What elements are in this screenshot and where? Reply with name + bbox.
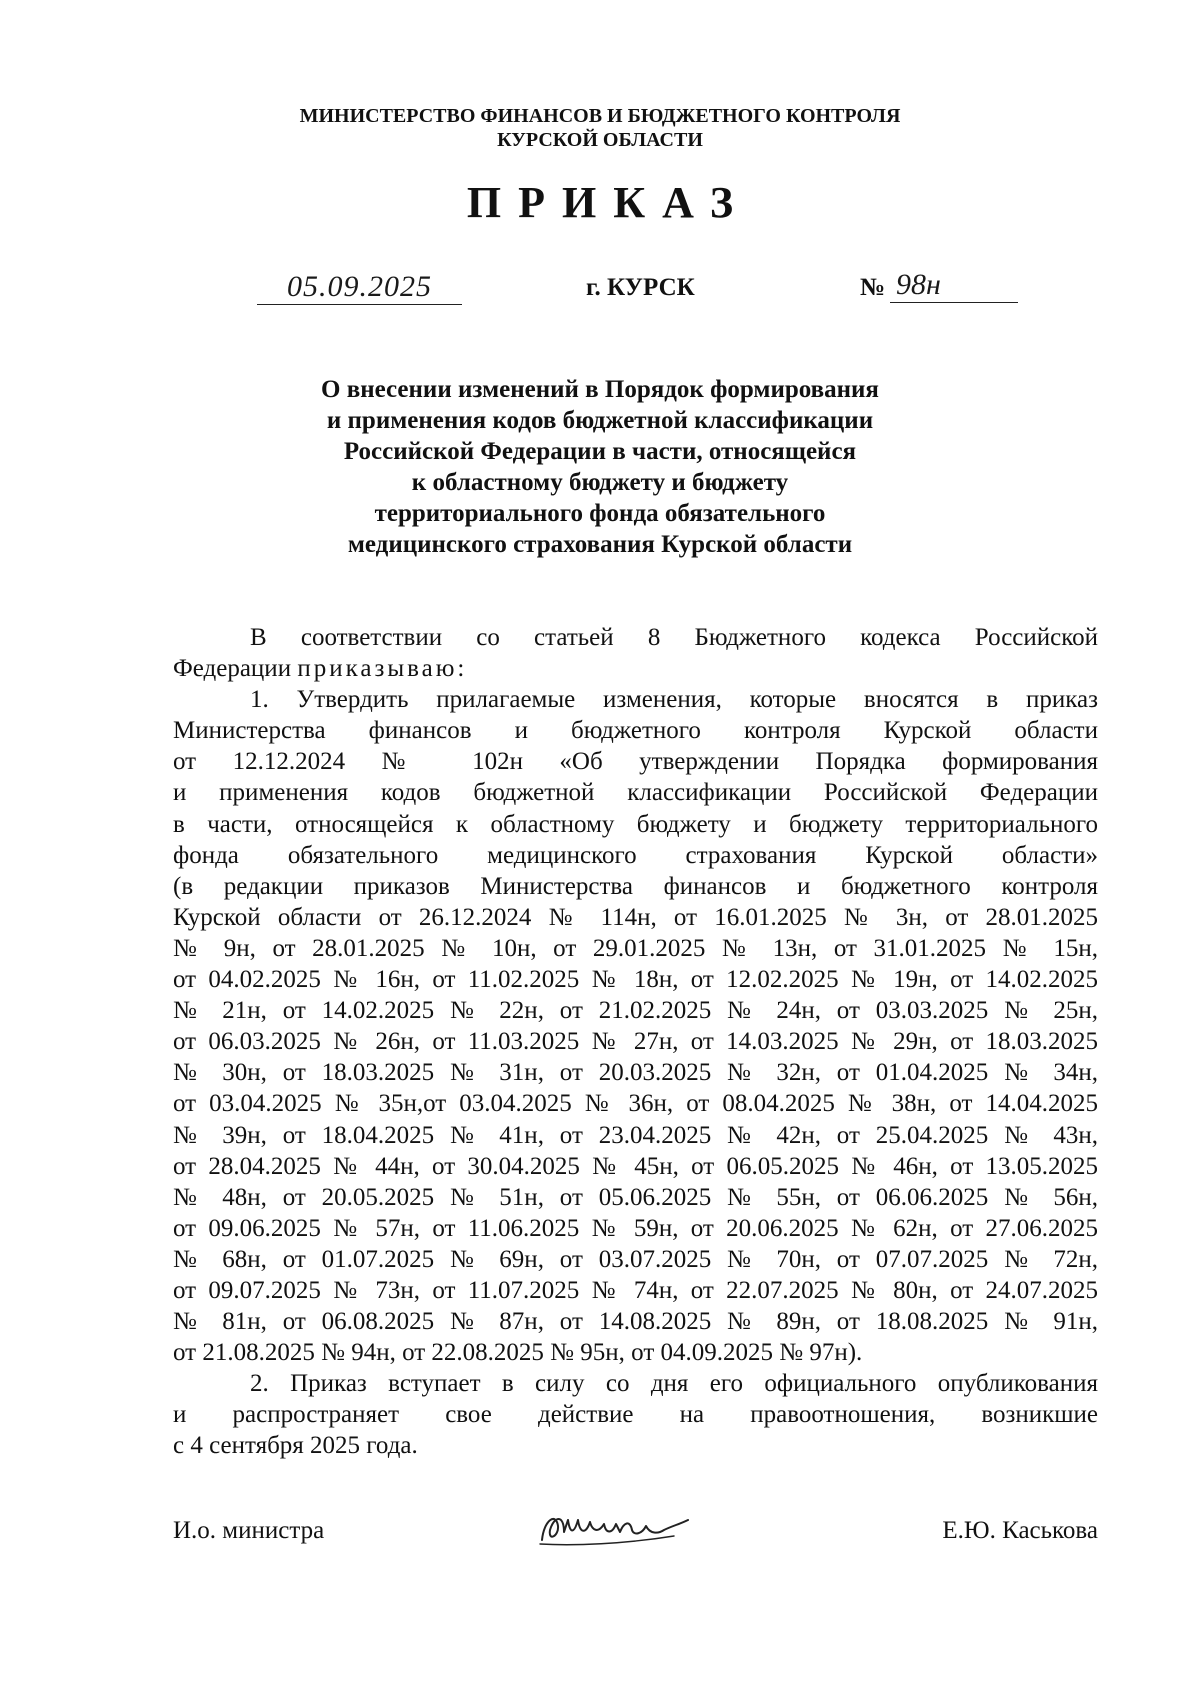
title-line: Российской Федерации в части, относящейся xyxy=(343,438,857,465)
body-line: от 21.08.2025 № 94н, от 22.08.2025 № 95н, от 04.09.2025 № 97н). xyxy=(173,1339,863,1367)
body-line: № 81н, от 06.08.2025 № 87н, от 14.08.2025 № 89н, от 18.08.2025 № 91н, xyxy=(173,1308,1098,1336)
ministry-name xyxy=(0,104,1200,152)
body-line: Курской области от 26.12.2024 № 114н, от 16.01.2025 № 3н, от 28.01.2025 xyxy=(173,903,1098,931)
document-type: ПРИКАЗ xyxy=(466,178,751,227)
ministry-line-2: КУРСКОЙ ОБЛАСТИ xyxy=(497,129,703,151)
number-sign: № xyxy=(860,274,886,301)
body-line: № 9н, от 28.01.2025 № 10н, от 29.01.2025 № 13н, от 31.01.2025 № 15н, xyxy=(173,934,1098,962)
body-line: в части, относящейся к областному бюджету и бюджету территориального xyxy=(173,810,1098,838)
body-line: от 28.04.2025 № 44н, от 30.04.2025 № 45н, от 06.05.2025 № 46н, от 13.05.2025 xyxy=(173,1152,1098,1180)
body-line: от 09.06.2025 № 57н, от 11.06.2025 № 59н, от 20.06.2025 № 62н, от 27.06.2025 xyxy=(173,1214,1098,1242)
body-line: В соответствии со статьей 8 Бюджетного кодекса Российской xyxy=(250,624,1098,651)
body-line: (в редакции приказов Министерства финансов и бюджетного контроля xyxy=(173,872,1098,900)
body-line: 1. Утвердить прилагаемые изменения, которые вносятся в приказ xyxy=(250,686,1098,714)
handwritten-signature xyxy=(534,1500,694,1550)
title-line: О внесении изменений в Порядок формирования xyxy=(321,376,879,403)
body-line: № 39н, от 18.04.2025 № 41н, от 23.04.2025 № 42н, от 25.04.2025 № 43н, xyxy=(173,1121,1098,1149)
body-line: Министерства финансов и бюджетного контроля Курской области xyxy=(173,717,1098,745)
body-line: с 4 сентября 2025 года. xyxy=(173,1432,418,1460)
document-body xyxy=(173,622,1098,1462)
body-line: № 68н, от 01.07.2025 № 69н, от 03.07.2025 № 70н, от 07.07.2025 № 72н, xyxy=(173,1245,1098,1273)
title-line: медицинского страхования Курской области xyxy=(347,531,853,558)
body-line: и применения кодов бюджетной классификации Российской Федерации xyxy=(173,779,1098,807)
body-line: № 30н, от 18.03.2025 № 31н, от 20.03.2025 № 32н, от 01.04.2025 № 34н, xyxy=(173,1059,1098,1087)
document-date: 05.09.2025 xyxy=(257,270,462,305)
document-city: г. КУРСК xyxy=(586,274,695,301)
body-line: фонда обязательного медицинского страхования Курской области» xyxy=(173,841,1098,869)
body-line: от 06.03.2025 № 26н, от 11.03.2025 № 27н, от 14.03.2025 № 29н, от 18.03.2025 xyxy=(173,1028,1098,1056)
body-line: от 03.04.2025 № 35н,от 03.04.2025 № 36н, от 08.04.2025 № 38н, от 14.04.2025 xyxy=(173,1090,1098,1118)
body-line-with-spaced xyxy=(173,653,1098,684)
title-line: и применения кодов бюджетной классификации xyxy=(326,407,874,434)
body-line: от 04.02.2025 № 16н, от 11.02.2025 № 18н, от 12.02.2025 № 19н, от 14.02.2025 xyxy=(173,966,1098,994)
signatory-name: Е.Ю. Каськова xyxy=(942,1517,1098,1544)
body-line-text: Федерации xyxy=(173,655,292,683)
body-line: № 21н, от 14.02.2025 № 22н, от 21.02.2025 № 24н, от 03.03.2025 № 25н, xyxy=(173,997,1098,1025)
body-line: от 09.07.2025 № 73н, от 11.07.2025 № 74н, от 22.07.2025 № 80н, от 24.07.2025 xyxy=(173,1276,1098,1304)
body-line: от 12.12.2024 № 102н «Об утверждении Порядка формирования xyxy=(173,748,1098,776)
signatory-role: И.о. министра xyxy=(173,1517,325,1544)
spaced-word: приказываю: xyxy=(297,655,468,683)
document-number: 98н xyxy=(890,268,1018,303)
body-line: № 48н, от 20.05.2025 № 51н, от 05.06.2025 № 55н, от 06.06.2025 № 56н, xyxy=(173,1183,1098,1211)
title-line: территориального фонда обязательного xyxy=(374,500,826,527)
body-line: 2. Приказ вступает в силу со дня его официального опубликования xyxy=(250,1370,1098,1398)
title-line: к областному бюджету и бюджету xyxy=(411,469,789,496)
ministry-line-1: МИНИСТЕРСТВО ФИНАНСОВ И БЮДЖЕТНОГО КОНТРОЛЯ xyxy=(299,105,901,127)
document-title xyxy=(0,374,1200,560)
body-line: и распространяет свое действие на правоотношения, возникшие xyxy=(173,1401,1098,1429)
